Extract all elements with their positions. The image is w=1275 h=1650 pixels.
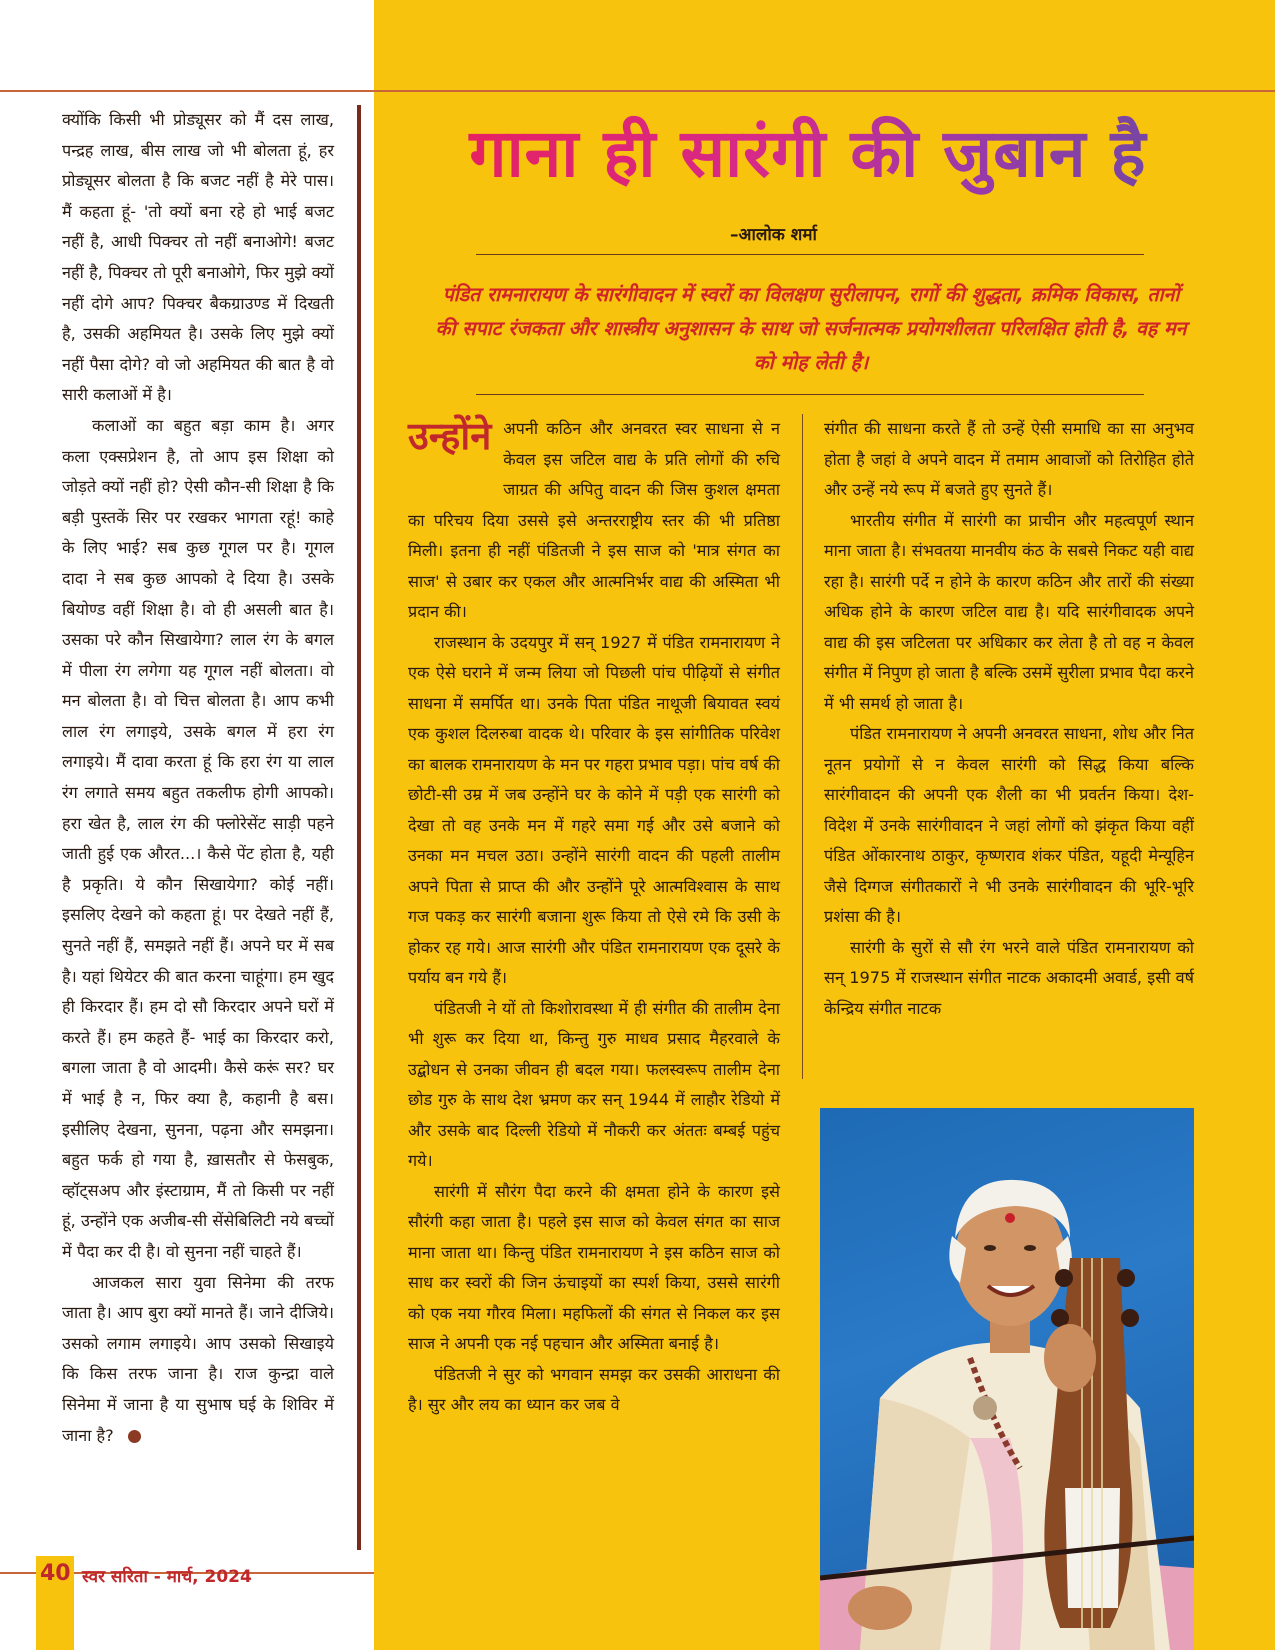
article-title: गाना ही सारंगी की जुबान है xyxy=(398,112,1218,196)
publication-footer: स्वर सरिता - मार्च, 2024 xyxy=(82,1567,252,1587)
article-intro: पंडित रामनारायण के सारंगीवादन में स्वरों का विलक्षण सुरीलापन, रागों की शुद्धता, क्रमिक विकास, तानों की सपाट रंजकता और शास्त्रीय अनुशासन के साथ जो सर्जनात्मक प्रयोगशीलता परिलक्षित होती है, वह मन को मोह लेती है। xyxy=(435,283,1187,374)
right-column xyxy=(824,414,1194,1024)
right-paragraph-2: भारतीय संगीत में सारंगी का प्राचीन और महत्वपूर्ण स्थान माना जाता है। संभवतया मानवीय कंठ के सबसे निकट यही वाद्य रहा है। सारंगी पर्दे न होने के कारण कठिन और तारों की संख्या अधिक होने के कारण जटिल वाद्य है। यदि सारंगीवादक अपने वाद्य की इस जटिलता पर अधिकार कर लेता है तो वह न केवल संगीत में निपुण हो जाता है बल्कि उसमें सुरीला प्रभाव पैदा करने में भी समर्थ हो जाता है। xyxy=(824,510,1194,713)
left-paragraph-1: क्योंकि किसी भी प्रोड्यूसर को मैं दस लाख, पन्द्रह लाख, बीस लाख जो भी बोलता हूं, हर प्रोड्यूसर बोलता है कि बजट नहीं है मेरे पास। मैं कहता हूं- 'तो क्यों बना रहे हो भाई बजट नहीं है, आधी पिक्चर तो नहीं बनाओगे! बजट नहीं है, पिक्चर तो पूरी बनाओगे, फिर मुझे क्यों नहीं दोगे आप? पिक्चर बैकग्राउण्ड में दिखती है, उसकी अहमियत है। उसके लिए मुझे क्यों नहीं पैसा दोगे? वो जो अहमियत की बात है वो सारी कलाओं में है। xyxy=(62,110,334,405)
middle-paragraph-1 xyxy=(408,414,780,628)
musician-illustration xyxy=(820,1108,1194,1650)
middle-paragraph-1-text: अपनी कठिन और अनवरत स्वर साधना से न केवल इस जटिल वाद्य के प्रति लोगों की रुचि जाग्रत की अपितु वादन की जिस कुशल क्षमता का परिचय दिया उससे इसे अन्तरराष्ट्रीय स्तर की भी प्रतिष्ठा मिली। इतना ही नहीं पंडितजी ने इस साज को 'मात्र संगत का साज' से उबार कर एकल और आत्मनिर्भर वाद्य की अस्मिता भी प्रदान की। xyxy=(408,419,780,621)
right-paragraph-3: पंडित रामनारायण ने अपनी अनवरत साधना, शोध और नित नूतन प्रयोगों से न केवल सारंगी को सिद्ध किया बल्कि सारंगीवादन की अपनी एक शैली का भी प्रवर्तन किया। देश-विदेश में उनके सारंगीवादन ने जहां लोगों को झंकृत किया वहीं पंडित ओंकारनाथ ठाकुर, कृष्णराव शंकर पंडित, यहूदी मेन्यूहिन जैसे दिग्गज संगीतकारों ने भी उनके सारंगीवादन की भूरि-भूरि प्रशंसा की है। xyxy=(824,724,1194,926)
middle-paragraph-3: पंडितजी ने यों तो किशोरावस्था में ही संगीत की तालीम देना भी शुरू कर दिया था, किन्तु गुरु माधव प्रसाद मैहरवाले के उद्बोधन से उनका जीवन ही बदल गया। फलस्वरूप तालीम देना छोड गुरु के साथ देश भ्रमण कर सन् 1944 में लाहौर रेडियो में और उसके बाद दिल्ली रेडियो में नौकरी कर अंततः बम्बई पहुंच गये। xyxy=(408,998,780,1170)
end-mark-icon xyxy=(128,1430,141,1443)
right-paragraph-4: सारंगी के सुरों से सौ रंग भरने वाले पंडित रामनारायण को सन् 1975 में राजस्थान संगीत नाटक अकादमी अवार्ड, इसी वर्ष केन्द्रिय संगीत नाटक xyxy=(824,937,1194,1018)
intro-rule xyxy=(476,394,1144,395)
middle-column xyxy=(408,414,780,1421)
left-column xyxy=(62,105,334,1451)
page-number: 40 xyxy=(40,1561,71,1586)
middle-paragraph-2: राजस्थान के उदयपुर में सन् 1927 में पंडित रामनारायण ने एक ऐसे घराने में जन्म लिया जो पिछली पांच पीढ़ियों से संगीत साधना में समर्पित था। उनके पिता पंडित नाथूजी बियावत स्वयं एक कुशल दिलरुबा वादक थे। परिवार के इस सांगीतिक परिवेश का बालक रामनारायण के मन पर गहरा प्रभाव पड़ा। पांच वर्ष की छोटी-सी उम्र में जब उन्होंने घर के कोने में पड़ी एक सारंगी को देखा तो वह उनके मन में गहरे समा गई और उसे बजाने को उनका मन मचल उठा। उन्होंने सारंगी वादन की पहली तालीम अपने पिता से प्राप्त की और उन्होंने पूरे आत्मविश्वास के साथ गज पकड़ कर सारंगी बजाना शुरू किया तो ऐसे रमे कि उसी के होकर रह गये। आज सारंगी और पंडित रामनारायण एक दूसरे के पर्याय बन गये हैं। xyxy=(408,632,780,987)
title-rule xyxy=(476,254,1144,255)
left-paragraph-2: कलाओं का बहुत बड़ा काम है। अगर कला एक्सप्रेशन है, तो आप इस शिक्षा को जोड़ते क्यों नहीं हो? ऐसी कौन-सी शिक्षा है कि बड़ी पुस्तकें सिर पर रखकर भागता रहूं! काहे के लिए भाई? सब कुछ गूगल पर है। गूगल दादा ने सब कुछ आपको दे दिया है। उसके बियोण्ड वहीं शिक्षा है। वो ही असली बात है। उसका परे कौन सिखायेगा? लाल रंग के बगल में पीला रंग लगेगा यह गूगल नहीं बोलता। वो मन बोलता है। वो चित्त बोलता है। आप कभी लाल रंग लगाइये, उसके बगल में हरा रंग लगाइये। मैं दावा करता हूं कि हरा रंग या लाल रंग लगाते समय बहुत तकलीफ होगी आपको। हरा खेत है, लाल रंग की फ्लोरेसेंट साड़ी पहने जाती हुई एक औरत...। कैसे पेंट होता है, यही है प्रकृति। ये कौन सिखायेगा? कोई नहीं। इसलिए देखने को कहता हूं। पर देखते नहीं हैं, सुनते नहीं हैं, समझते नहीं हैं। अपने घर में सब है। यहां थियेटर की बात करना चाहूंगा। हम खुद ही किरदार हैं। हम दो सौ किरदार अपने घरों में करते हैं। हम कहते हैं- भाई का किरदार करो, बगला जाता है वो आदमी। कैसे करूं सर? घर में भाई है न, फिर क्या है, कहानी है बस। इसीलिए देखना, सुनना, पढ़ना और समझना। बहुत फर्क हो गया है, ख़ासतौर से फेसबुक, व्हॉट्सअप और इंस्टाग्राम, मैं तो किसी पर नहीं हूं, उन्होंने एक अजीब-सी सेंसेबिलिटी नये बच्चों में पैदा कर दी है। वो सुनना नहीं चाहते हैं। xyxy=(62,415,334,1261)
article-byline: –आलोक शर्मा xyxy=(730,225,817,245)
top-rule xyxy=(0,90,1275,92)
left-column-divider xyxy=(357,105,361,1550)
column-divider xyxy=(802,414,803,1079)
right-paragraph-1: संगीत की साधना करते हैं तो उन्हें ऐसी समाधि का सा अनुभव होता है जहां वे अपने वादन में तमाम आवाजों को तिरोहित होते और उन्हें नये रूप में बजते हुए सुनते हैं। xyxy=(824,419,1194,499)
drop-cap-word: उन्होंने xyxy=(408,414,492,458)
middle-paragraph-5: पंडितजी ने सुर को भगवान समझ कर उसकी आराधना की है। सुर और लय का ध्यान कर जब वे xyxy=(408,1364,780,1414)
middle-paragraph-4: सारंगी में सौरंग पैदा करने की क्षमता होने के कारण इसे सौरंगी कहा जाता है। पहले इस साज को केवल संगत का साज माना जाता था। किन्तु पंडित रामनारायण ने इस कठिन साज को साध कर स्वरों की जिन ऊंचाइयों का स्पर्श किया, उससे सारंगी को एक नया गौरव मिला। महफिलों की संगत से निकल कर इस साज ने अपनी एक नई पहचान और अस्मिता बनाई है। xyxy=(408,1181,780,1353)
left-paragraph-3 xyxy=(62,1268,334,1452)
musician-photo xyxy=(820,1108,1194,1650)
left-paragraph-3-text: आजकल सारा युवा सिनेमा की तरफ जाता है। आप बुरा क्यों मानते हैं। जाने दीजिये। उसको लगाम लगाइये। आप उसको सिखाइये कि किस तरफ जाना है। राज कुन्द्रा वाले सिनेमा में जाना है या सुभाष घई के शिविर में जाना है? xyxy=(62,1272,334,1445)
